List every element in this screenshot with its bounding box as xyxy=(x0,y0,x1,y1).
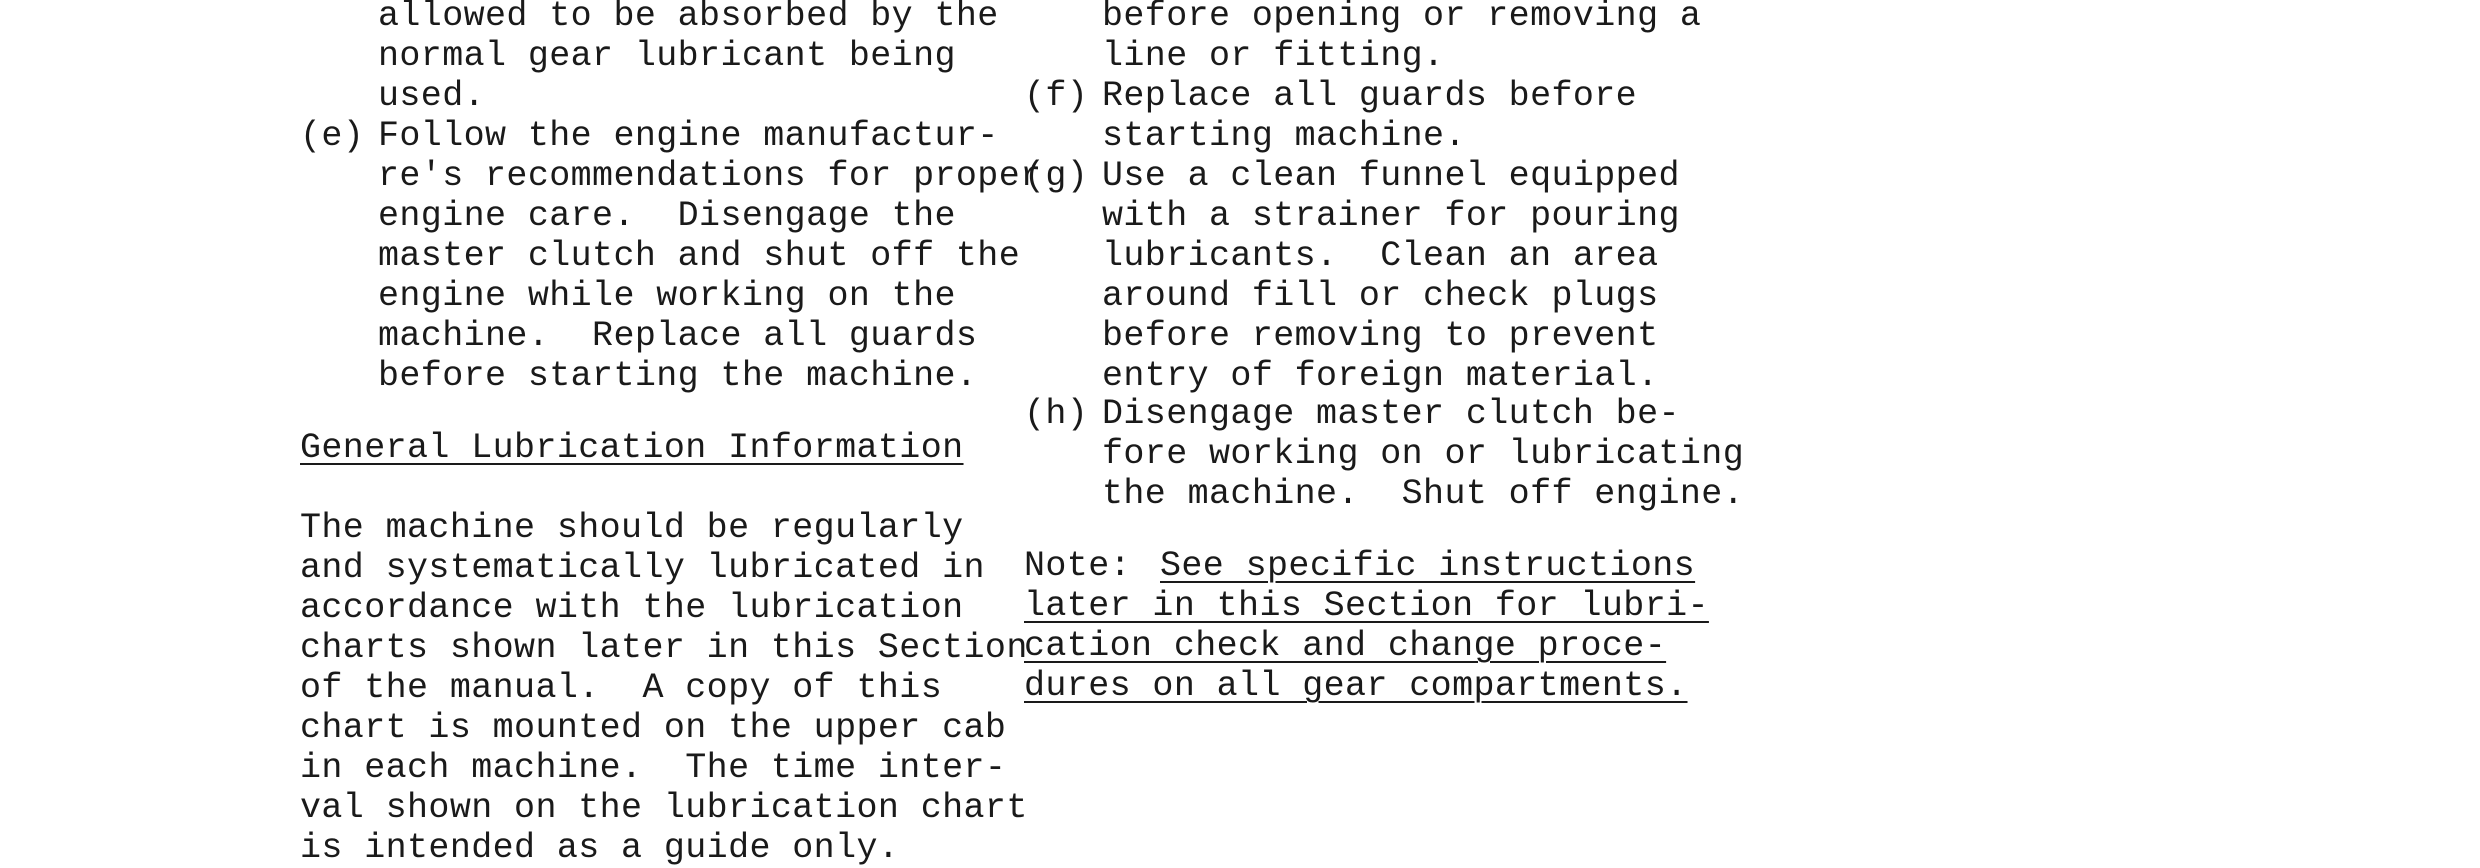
item-f-line: starting machine. xyxy=(1102,116,1466,156)
item-g-line: before removing to prevent xyxy=(1102,316,1659,356)
paragraph-line: is intended as a guide only. xyxy=(300,828,900,868)
note-line: later in this Section for lubri- xyxy=(1024,586,1709,626)
note-label: Note: xyxy=(1024,546,1132,586)
item-h-line: Disengage master clutch be- xyxy=(1102,394,1680,434)
item-h-marker: (h) xyxy=(1024,394,1089,434)
paragraph-line: val shown on the lubrication chart xyxy=(300,788,1028,828)
item-e-marker: (e) xyxy=(300,116,365,156)
section-heading: General Lubrication Information xyxy=(300,428,964,468)
paragraph-line: charts shown later in this Section xyxy=(300,628,1028,668)
item-h-line: fore working on or lubricating xyxy=(1102,434,1745,474)
item-e-line: machine. Replace all guards xyxy=(378,316,978,356)
paragraph-line: of the manual. A copy of this xyxy=(300,668,943,708)
item-f-marker: (f) xyxy=(1024,76,1089,116)
item-e-line: re's recommendations for proper xyxy=(378,156,1042,196)
note-line: cation check and change proce- xyxy=(1024,626,1667,666)
item-d-line: used. xyxy=(378,76,486,116)
item-d-line: allowed to be absorbed by the xyxy=(378,0,999,36)
item-e-line: engine care. Disengage the xyxy=(378,196,956,236)
item-g-line: with a strainer for pouring xyxy=(1102,196,1680,236)
item-g-line: around fill or check plugs xyxy=(1102,276,1659,316)
item-e-line: Follow the engine manufactur- xyxy=(378,116,999,156)
item-h-line: the machine. Shut off engine. xyxy=(1102,474,1745,514)
item-e-line: master clutch and shut off the xyxy=(378,236,1021,276)
paragraph-line: chart is mounted on the upper cab xyxy=(300,708,1007,748)
item-e-continuation-line: before opening or removing a xyxy=(1102,0,1702,36)
paragraph-line: in each machine. The time inter- xyxy=(300,748,1007,788)
item-e-line: before starting the machine. xyxy=(378,356,978,396)
paragraph-line: and systematically lubricated in xyxy=(300,548,985,588)
item-e-line: engine while working on the xyxy=(378,276,956,316)
paragraph-line: The machine should be regularly xyxy=(300,508,964,548)
item-g-marker: (g) xyxy=(1024,156,1089,196)
item-g-line: lubricants. Clean an area xyxy=(1102,236,1659,276)
note-line: dures on all gear compartments. xyxy=(1024,666,1688,706)
item-g-line: Use a clean funnel equipped xyxy=(1102,156,1680,196)
note-line: See specific instructions xyxy=(1160,546,1696,586)
item-g-line: entry of foreign material. xyxy=(1102,356,1659,396)
paragraph-line: accordance with the lubrication xyxy=(300,588,964,628)
item-f-line: Replace all guards before xyxy=(1102,76,1638,116)
item-e-continuation-line: line or fitting. xyxy=(1102,36,1445,76)
item-d-line: normal gear lubricant being xyxy=(378,36,956,76)
